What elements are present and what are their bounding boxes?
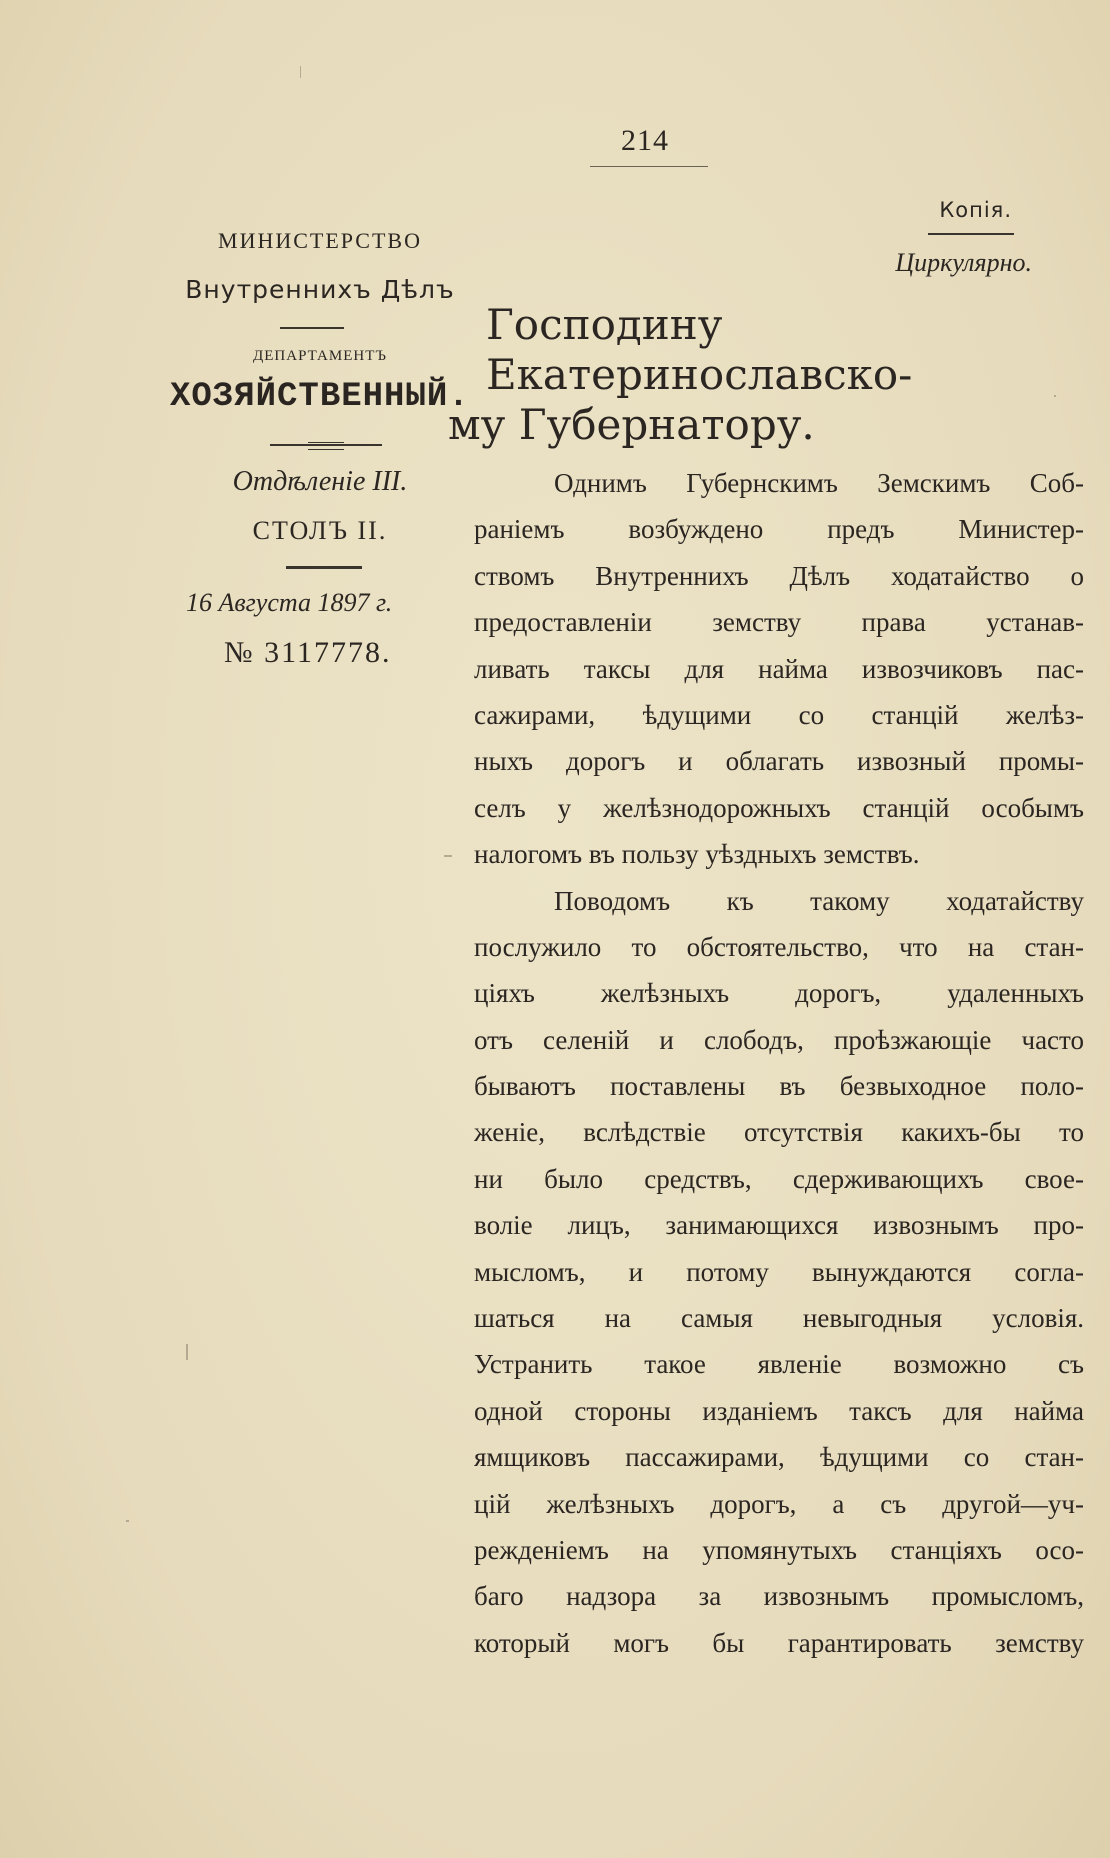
paper-speck [444, 855, 452, 857]
body-line: одной стороны изданіемъ таксъ для найма [474, 1395, 1084, 1426]
body-line: Устранить такое явленіе возможно съ [474, 1349, 1084, 1380]
paper-speck [186, 1344, 188, 1360]
internal-affairs-heading: Внутреннихъ Дѣлъ [185, 275, 455, 304]
body-line: бываютъ поставлены въ безвыходное поло- [474, 1071, 1084, 1102]
paper-speck [1054, 395, 1056, 397]
body-line: который могъ бы гарантировать земству [474, 1627, 1084, 1658]
body-line: ямщиковъ пассажирами, ѣдущими со стан- [474, 1442, 1084, 1473]
page-number-rule [590, 166, 708, 167]
body-line: Однимъ Губернскимъ Земскимъ Соб- [554, 468, 1084, 498]
document-number: № 3117778. [224, 636, 392, 669]
body-line: режденіемъ на упомянутыхъ станціяхъ осо- [474, 1534, 1084, 1565]
desk-label: СТОЛЪ II. [252, 516, 388, 545]
desk-divider [286, 566, 362, 569]
body-line: ствомъ Внутреннихъ Дѣлъ ходатайство о [474, 560, 1084, 591]
department-name: ХОЗЯЙСТВЕННЫЙ. [170, 378, 470, 416]
paper-speck [126, 1520, 129, 1522]
body-line: ни было средствъ, сдерживающихъ свое- [474, 1163, 1084, 1194]
copy-rule [928, 233, 1014, 235]
body-line: послужило то обстоятельство, что на стан- [474, 931, 1084, 962]
addressee-block [448, 300, 1086, 450]
circular-label: Циркулярно. [895, 248, 1032, 277]
body-line: селъ у желѣзнодорожныхъ станцій особымъ [474, 792, 1084, 823]
body-line: предоставленіи земству права устанав- [474, 607, 1084, 638]
body-line: шаться на самыя невыгодныя условія. [474, 1303, 1084, 1334]
body-line: ливать таксы для найма извозчиковъ пас- [474, 653, 1084, 684]
addressee-line-2: му Губернатору. [448, 400, 815, 449]
addressee-line-1: Господину Екатеринославско- [486, 300, 913, 399]
body-line: Поводомъ къ такому ходатайству [554, 885, 1084, 916]
ministry-heading: МИНИСТЕРСТВО [218, 228, 422, 253]
body-line: цій желѣзныхъ дорогъ, а съ другой—уч- [474, 1488, 1084, 1519]
body-line: воліе лицъ, занимающихся извознымъ про- [474, 1210, 1084, 1241]
copy-label: Копія. [939, 198, 1012, 222]
document-date: 16 Августа 1897 г. [186, 588, 393, 617]
heading-divider [280, 327, 344, 329]
body-line: женіе, вслѣдствіе отсутствія какихъ-бы то [474, 1117, 1084, 1148]
ornament-divider [270, 444, 382, 446]
body-text [474, 460, 1084, 1666]
body-line: сажирами, ѣдущими со станцій желѣз- [474, 699, 1084, 730]
body-line: раніемъ возбуждено предъ Министер- [474, 514, 1084, 545]
paper-speck [300, 66, 301, 78]
department-label: ДЕПАРТАМЕНТЪ [253, 348, 387, 364]
body-line: ціяхъ желѣзныхъ дорогъ, удаленныхъ [474, 978, 1084, 1009]
division-label: Отдѣленіе III. [232, 466, 408, 497]
page-number: 214 [621, 124, 669, 157]
body-line: баго надзора за извознымъ промысломъ, [474, 1581, 1084, 1612]
body-line: отъ селеній и слободъ, проѣзжающіе часто [474, 1024, 1084, 1055]
body-line: мысломъ, и потому вынуждаются согла- [474, 1256, 1084, 1287]
body-line: ныхъ дорогъ и облагать извозный промы- [474, 746, 1084, 777]
body-line: налогомъ въ пользу уѣздныхъ земствъ. [474, 839, 920, 870]
